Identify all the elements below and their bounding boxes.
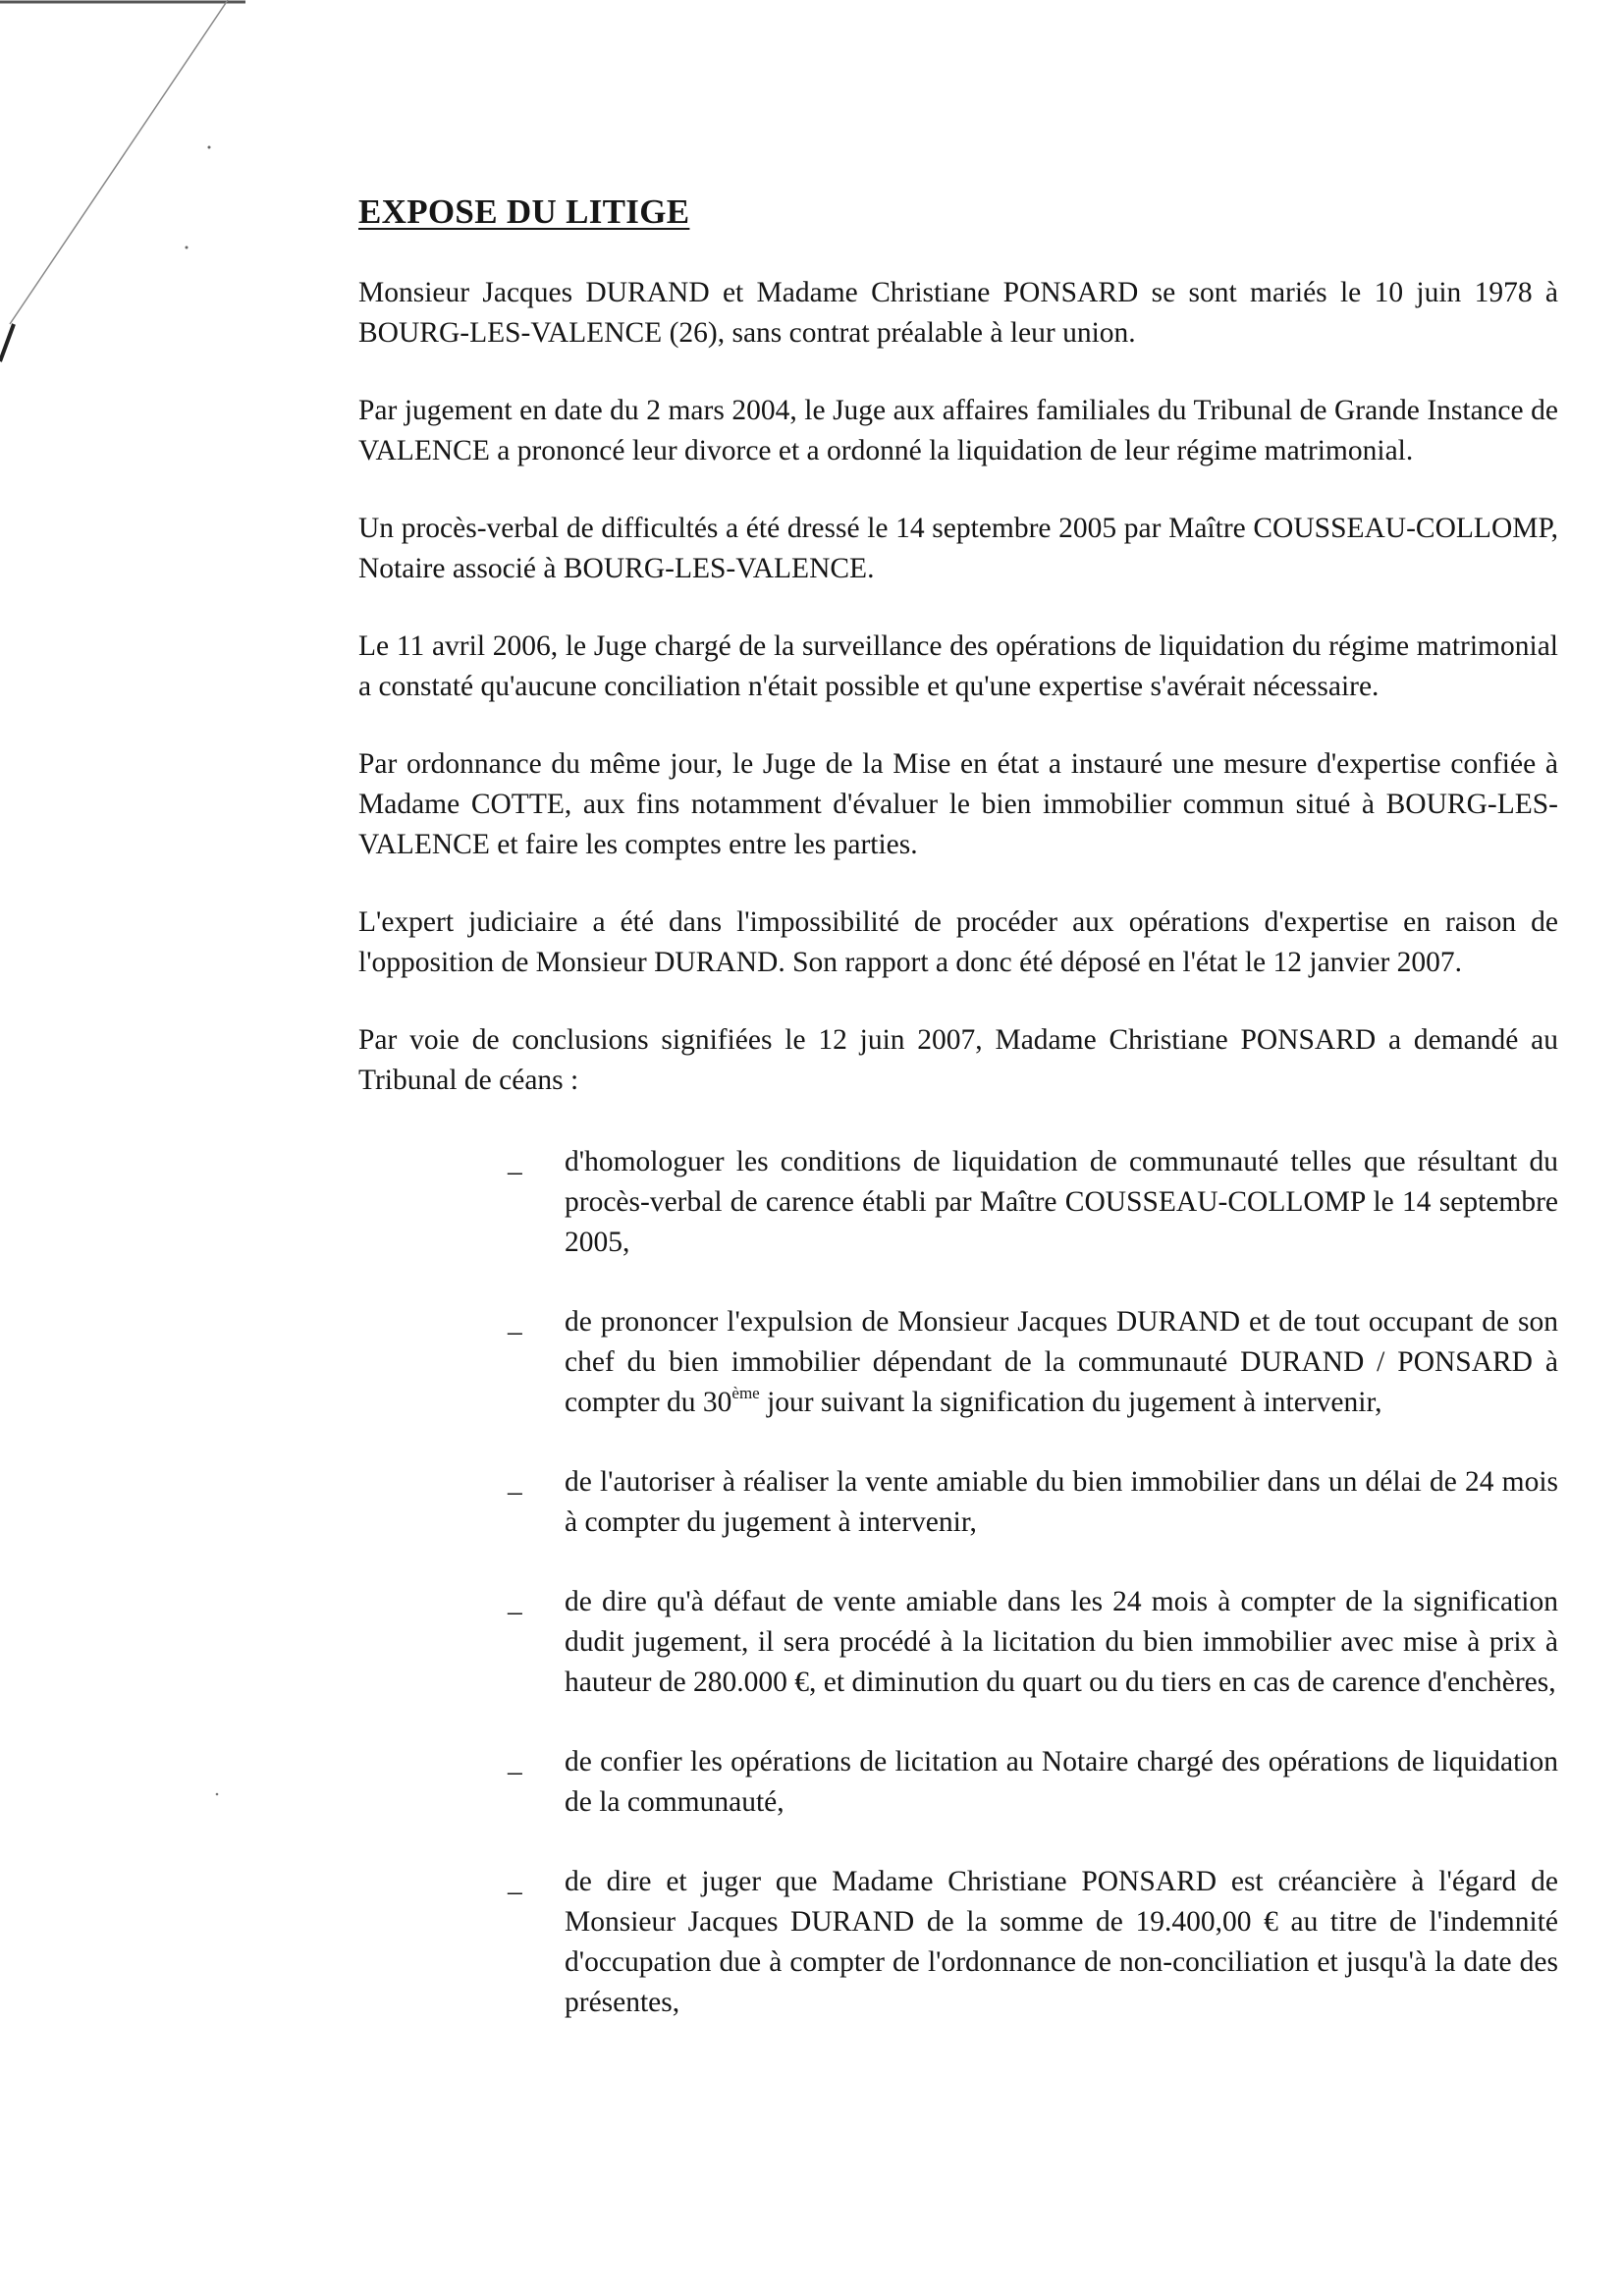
- scan-dot: [214, 1791, 220, 1797]
- section-title: EXPOSE DU LITIGE: [358, 192, 690, 231]
- paragraph-divorce-judgment: Par jugement en date du 2 mars 2004, le Juge aux affaires familiales du Tribunal de Grande Instance de VALENCE a prononcé leur divorce et a ordonné la liquidation de leur régime matrimonial.: [358, 395, 1558, 466]
- scan-edge-marks: [0, 0, 255, 373]
- list-dash: –: [508, 1156, 522, 1187]
- list-item: [358, 1742, 1558, 1823]
- request-text-start: de prononcer l'expulsion de Monsieur Jacques DURAND et de tout occupant de son chef du bien immobilier dépendant de la communauté DURAND / PONSARD à compter du 30: [565, 1306, 1558, 1418]
- paragraph-conclusions: Par voie de conclusions signifiées le 12 juin 2007, Madame Christiane PONSARD a demandé au Tribunal de céans :: [358, 1024, 1558, 1096]
- ordinal-superscript: ème: [731, 1384, 760, 1402]
- request-text: d'homologuer les conditions de liquidation de communauté telles que résultant du procès-verbal de carence établi par Maître COUSSEAU-COLLOMP le 14 septembre 2005,: [565, 1146, 1558, 1258]
- request-text: de l'autoriser à réaliser la vente amiable du bien immobilier dans un délai de 24 mois à compter du jugement à intervenir,: [565, 1466, 1558, 1538]
- list-dash: –: [508, 1876, 522, 1907]
- list-dash: –: [508, 1316, 522, 1347]
- request-text: de dire et juger que Madame Christiane PONSARD est créancière à l'égard de Monsieur Jacques DURAND de la somme de 19.400,00 € au titre de l'indemnité d'occupation due à compter de l'ordonnance de non-conciliation et jusqu'à la date des présentes,: [565, 1866, 1558, 2018]
- document-page: [358, 192, 1558, 2062]
- list-item: [358, 1142, 1558, 1263]
- request-text-end: jour suivant la signification du jugement à intervenir,: [759, 1387, 1382, 1418]
- list-item: [358, 1862, 1558, 2023]
- list-dash: –: [508, 1476, 522, 1507]
- paragraph-marriage: Monsieur Jacques DURAND et Madame Christiane PONSARD se sont mariés le 10 juin 1978 à BOURG-LES-VALENCE (26), sans contrat préalable à leur union.: [358, 277, 1558, 349]
- request-text: de dire qu'à défaut de vente amiable dans les 24 mois à compter de la signification dudit jugement, il sera procédé à la licitation du bien immobilier avec mise à prix à hauteur de 280.000 €, et diminution du quart ou du tiers en cas de carence d'enchères,: [565, 1586, 1558, 1698]
- list-item: [358, 1302, 1558, 1423]
- requests-list: [358, 1142, 1558, 2023]
- list-dash: –: [508, 1596, 522, 1627]
- paragraph-difficulty-report: Un procès-verbal de difficultés a été dressé le 14 septembre 2005 par Maître COUSSEAU-COLLOMP, Notaire associé à BOURG-LES-VALENCE.: [358, 513, 1558, 584]
- list-dash: –: [508, 1756, 522, 1787]
- paragraph-expert-report: L'expert judiciaire a été dans l'impossibilité de procéder aux opérations d'expertise en raison de l'opposition de Monsieur DURAND. Son rapport a donc été déposé en l'état le 12 janvier 2007.: [358, 906, 1558, 978]
- list-item: [358, 1462, 1558, 1543]
- paragraph-conciliation: Le 11 avril 2006, le Juge chargé de la surveillance des opérations de liquidation du régime matrimonial a constaté qu'aucune conciliation n'était possible et qu'une expertise s'avérait nécessaire.: [358, 630, 1558, 702]
- request-text: de confier les opérations de licitation au Notaire chargé des opérations de liquidation de la communauté,: [565, 1746, 1558, 1818]
- list-item: [358, 1582, 1558, 1703]
- paragraph-expertise-order: Par ordonnance du même jour, le Juge de la Mise en état a instauré une mesure d'expertise confiée à Madame COTTE, aux fins notamment d'évaluer le bien immobilier commun situé à BOURG-LES-VALENCE et faire les comptes entre les parties.: [358, 748, 1558, 860]
